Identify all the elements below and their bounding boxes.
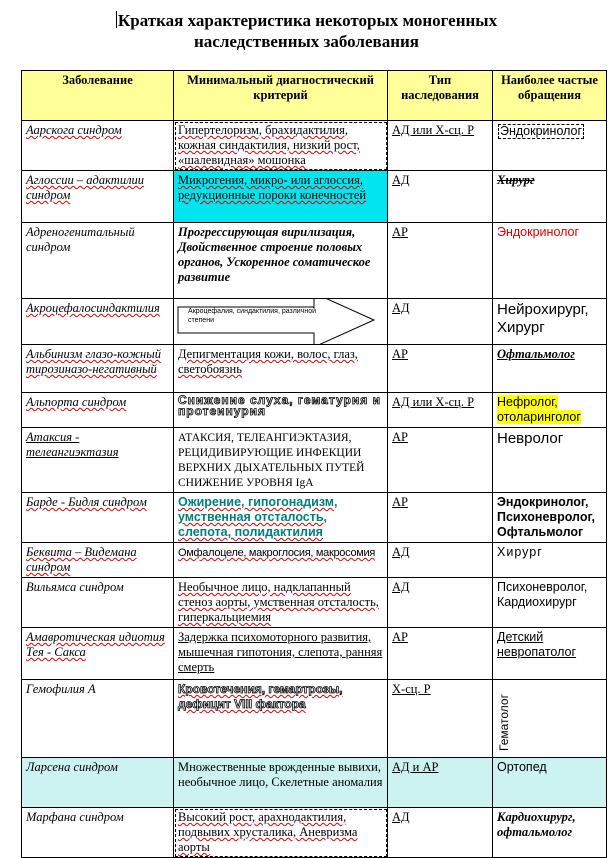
criteria-cell: Множественные врожденные вывихи, необычное лицо, Скелетные аномалия [174, 758, 388, 808]
specialist-cell: Эндокринолог [493, 121, 607, 171]
inheritance-cell: АД [388, 171, 493, 223]
table-row [22, 543, 607, 578]
criteria-cell: Микрогения, микро- или аглоссия, редукционные пороки конечностей [174, 171, 388, 223]
page-title [10, 10, 603, 52]
criteria-cell: Снижение слуха, гематурия и протеинурия [174, 393, 388, 428]
specialist-cell: Нейрохирург, Хирург [493, 299, 607, 345]
inheritance-cell: АД или Х-сц. Р [388, 393, 493, 428]
table-row [22, 808, 607, 858]
inheritance-cell: АР [388, 345, 493, 393]
criteria-cell: Гипертелоризм, брахидактилия, кожная синдактилия, низкий рост, «шалевидная» мошонка [174, 121, 388, 171]
title-line-1: Краткая характеристика некоторых моногенных [117, 11, 498, 30]
disease-cell: Адреногенитальный синдром [22, 223, 174, 299]
table-row [22, 428, 607, 493]
disease-cell: Аглоссии – адактилии синдром [22, 171, 174, 223]
specialist-cell: Эндокринолог [493, 223, 607, 299]
table-row [22, 345, 607, 393]
table-row [22, 299, 607, 345]
header-specialist: Наиболее частые обращения [493, 71, 607, 121]
specialist-cell: Хирург [493, 171, 607, 223]
criteria-cell: Депигментация кожи, волос, глаз, светобоязнь [174, 345, 388, 393]
criteria-cell: Задержка психомоторного развития, мышечная гипотония, слепота, ранняя смерть [174, 628, 388, 680]
table-row [22, 493, 607, 543]
table-row [22, 628, 607, 680]
inheritance-cell: АР [388, 628, 493, 680]
inheritance-cell: АД или Х-сц. Р [388, 121, 493, 171]
disease-cell: Вильямса синдром [22, 578, 174, 628]
header-disease: Заболевание [22, 71, 174, 121]
criteria-cell: Прогрессирующая вирилизация, Двойственное строение половых органов, Ускоренное соматическое развитие [174, 223, 388, 299]
disease-cell: Амавротическая идиотия Тея - Сакса [22, 628, 174, 680]
table-row [22, 758, 607, 808]
table-row [22, 121, 607, 171]
specialist-cell: Кардиохирург, офтальмолог [493, 808, 607, 858]
disease-table [21, 70, 607, 858]
disease-cell: Барде - Бидля синдром [22, 493, 174, 543]
criteria-cell: Кровотечения, гемартрозы, дефицит VIII фактора [174, 680, 388, 758]
disease-cell: Марфана синдром [22, 808, 174, 858]
title-line-2: наследственных заболевания [194, 32, 419, 51]
disease-cell: Аарскога синдром [22, 121, 174, 171]
table-row [22, 171, 607, 223]
specialist-cell: Гематолог [493, 680, 607, 758]
table-row [22, 578, 607, 628]
disease-cell: Гемофилия А [22, 680, 174, 758]
inheritance-cell: АД [388, 299, 493, 345]
specialist-cell: Эндокринолог, Психоневролог, Офтальмолог [493, 493, 607, 543]
text-cursor [116, 11, 117, 28]
specialist-cell: Нефролог, отоларинголог [493, 393, 607, 428]
table-header-row [22, 71, 607, 121]
table-row [22, 223, 607, 299]
specialist-cell: Невролог [493, 428, 607, 493]
criteria-cell: Необычное лицо, надклапанный стеноз аорты, умственная отсталость, гиперкальциемия [174, 578, 388, 628]
inheritance-cell: АД [388, 578, 493, 628]
inheritance-cell: АД [388, 808, 493, 858]
specialist-cell: Офтальмолог [493, 345, 607, 393]
inheritance-cell: Х-сц. Р [388, 680, 493, 758]
specialist-cell: Хирург [493, 543, 607, 578]
specialist-cell: Психоневролог, Кардиохирург [493, 578, 607, 628]
header-inheritance: Тип наследования [388, 71, 493, 121]
inheritance-cell: АР [388, 428, 493, 493]
header-criteria: Минимальный диагностический критерий [174, 71, 388, 121]
disease-cell: Альпорта синдром [22, 393, 174, 428]
arrow-text: Акроцефалия, синдактилия, различной степени [188, 308, 317, 324]
disease-cell: Беквита – Видемана синдром [22, 543, 174, 578]
disease-cell: Атаксия - телеангиэктазия [22, 428, 174, 493]
criteria-cell: АТАКСИЯ, ТЕЛЕАНГИЭКТАЗИЯ, РЕЦИДИВИРУЮЩИЕ ИНФЕКЦИИ ВЕРХНИХ ДЫХАТЕЛЬНЫХ ПУТЕЙ СНИЖЕНИЕ УРОВНЯ IgA [174, 428, 388, 493]
specialist-cell: Ортопед [493, 758, 607, 808]
inheritance-cell: АД [388, 543, 493, 578]
criteria-cell: Омфалоцеле, макроглосия, макросомия [174, 543, 388, 578]
criteria-cell [174, 299, 388, 345]
disease-cell: Альбинизм глазо-кожный тирозиназо-негативный [22, 345, 174, 393]
disease-cell: Акроцефалосиндактилия [22, 299, 174, 345]
criteria-cell: Ожирение, гипогонадизм, умственная отсталость, слепота, полидактилия [174, 493, 388, 543]
specialist-cell: Детский невропатолог [493, 628, 607, 680]
inheritance-cell: АР [388, 223, 493, 299]
criteria-cell: Высокий рост, арахнодактилия, подвывих хрусталика, Аневризма аорты [174, 808, 388, 858]
disease-cell: Ларсена синдром [22, 758, 174, 808]
inheritance-cell: АР [388, 493, 493, 543]
table-row [22, 393, 607, 428]
table-row [22, 680, 607, 758]
inheritance-cell: АД и АР [388, 758, 493, 808]
